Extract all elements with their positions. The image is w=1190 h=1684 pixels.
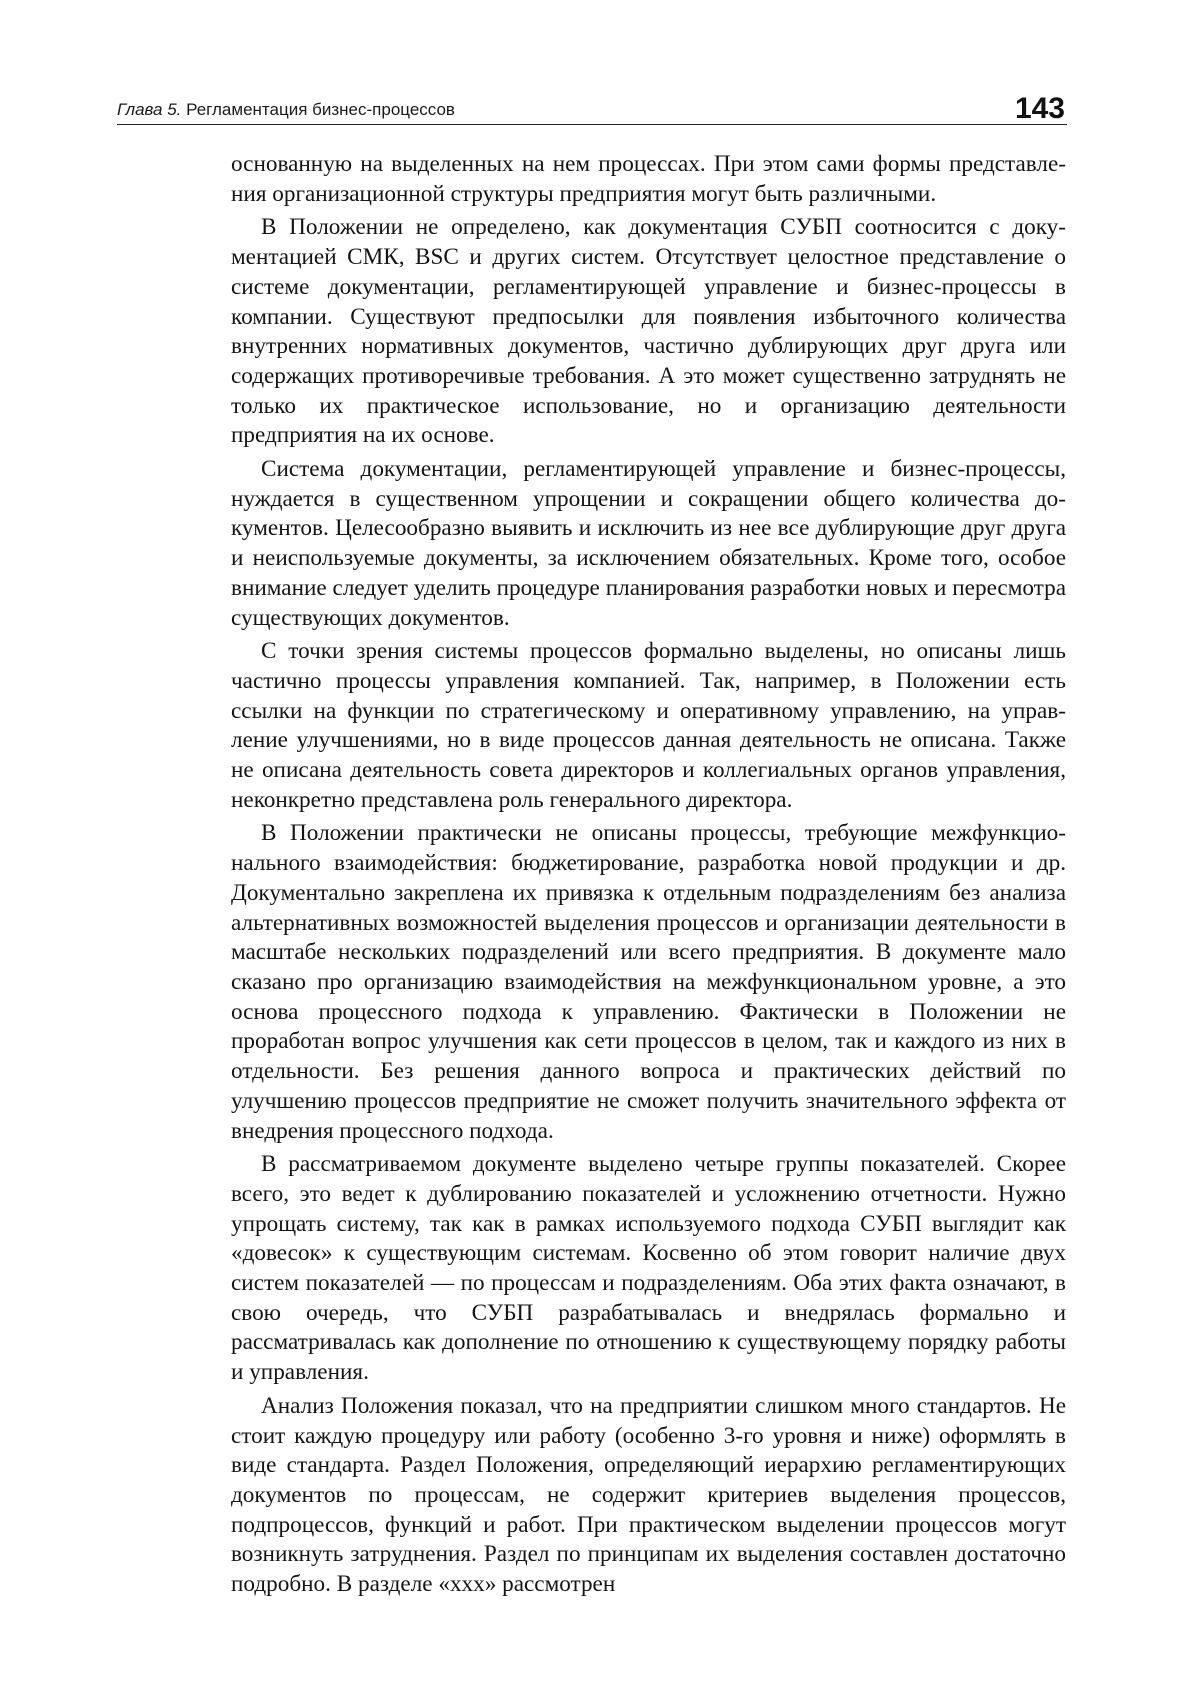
paragraph: В Положении практически не описаны процессы, требующие межфункционального взаимодействия: бюджетирование, разработка новой продукции и др. Документально закреплена их привязка к отдельным подразделениям без анализа альтернативных возможностей выделения процессов и организации деятельности в масштабе нескольких подразделений или всего предприятия. В документе мало сказано про организацию взаимодействия на межфункциональном уровне, а это основа процессного подхода к управлению. Фактически в Положении не проработан вопрос улучшения как сети процессов в целом, так и каждого из них в отдельности. Без решения данного вопроса и практических действий по улучшению процессов предприятие не сможет получить значительного эффекта от внедрения процессного подхода. <box>231 820 1066 1144</box>
chapter-title: Регламентация бизнес-процессов <box>186 100 455 119</box>
paragraph: Система документации, регламентирующей управление и бизнес-процессы, нуждается в существенном упрощении и сокращении общего количества документов. Целесообразно выявить и исключить из нее все дублирующие друг друга и неиспользуемые документы, за исключением обязательных. Кроме того, особое внимание следует уделить процедуре планирования разработки новых и пересмотра существующих документов. <box>231 456 1066 631</box>
paragraph: В Положении не определено, как документация СУБП соотносится с документацией СМК, BSC и других систем. Отсутствует целостное представление о системе документации, регламентирующей управление и бизнес-процессы в компании. Существуют предпосылки для появления избыточного количества внутренних нормативных документов, частично дублирующих друг друга или содержащих противоречивые требования. А это может существенно затруднять не только их практическое использование, но и организацию деятельности предприятия на их основе. <box>231 214 1066 449</box>
running-title <box>117 100 455 120</box>
running-header <box>117 94 1067 125</box>
chapter-label: Глава 5. <box>117 100 182 119</box>
paragraph: В рассматриваемом документе выделено четыре группы показателей. Скорее всего, это ведет к дублированию показателей и усложнению отчетности. Нужно упрощать систему, так как в рамках используемого подхода СУБП выглядит как «довесок» к существующим системам. Косвенно об этом говорит наличие двух систем показателей — по процессам и подразделениям. Оба этих факта означают, в свою очередь, что СУБП разрабатывалась и внедрялась формально и рассматривалась как дополнение по отношению к существующему порядку работы и управления. <box>231 1151 1066 1386</box>
paragraph-continued: основанную на выделенных на нем процессах. При этом сами формы представления организационной структуры предприятия могут быть различными. <box>231 151 1066 207</box>
paragraph: Анализ Положения показал, что на предприятии слишком много стандартов. Не стоит каждую процедуру или работу (особенно 3-го уровня и ниже) оформлять в виде стандарта. Раздел Положения, определяющий иерархию регламентирующих документов по процессам, не содержит критериев выделения процессов, подпроцессов, функций и работ. При практическом выделении процессов могут возникнуть затруднения. Раздел по принципам их выделения составлен достаточно подробно. В разделе «ххх» рассмотрен <box>231 1392 1066 1598</box>
paragraph: С точки зрения системы процессов формально выделены, но описаны лишь частично процессы управления компанией. Так, например, в Положении есть ссылки на функции по стратегическому и оперативному управлению, на управление улучшениями, но в виде процессов данная деятельность не описана. Также не описана деятельность совета директоров и коллегиальных органов управления, неконкретно представлена роль генерального директора. <box>231 638 1066 813</box>
body-text <box>231 150 1066 1600</box>
page-number: 143 <box>1014 92 1065 125</box>
